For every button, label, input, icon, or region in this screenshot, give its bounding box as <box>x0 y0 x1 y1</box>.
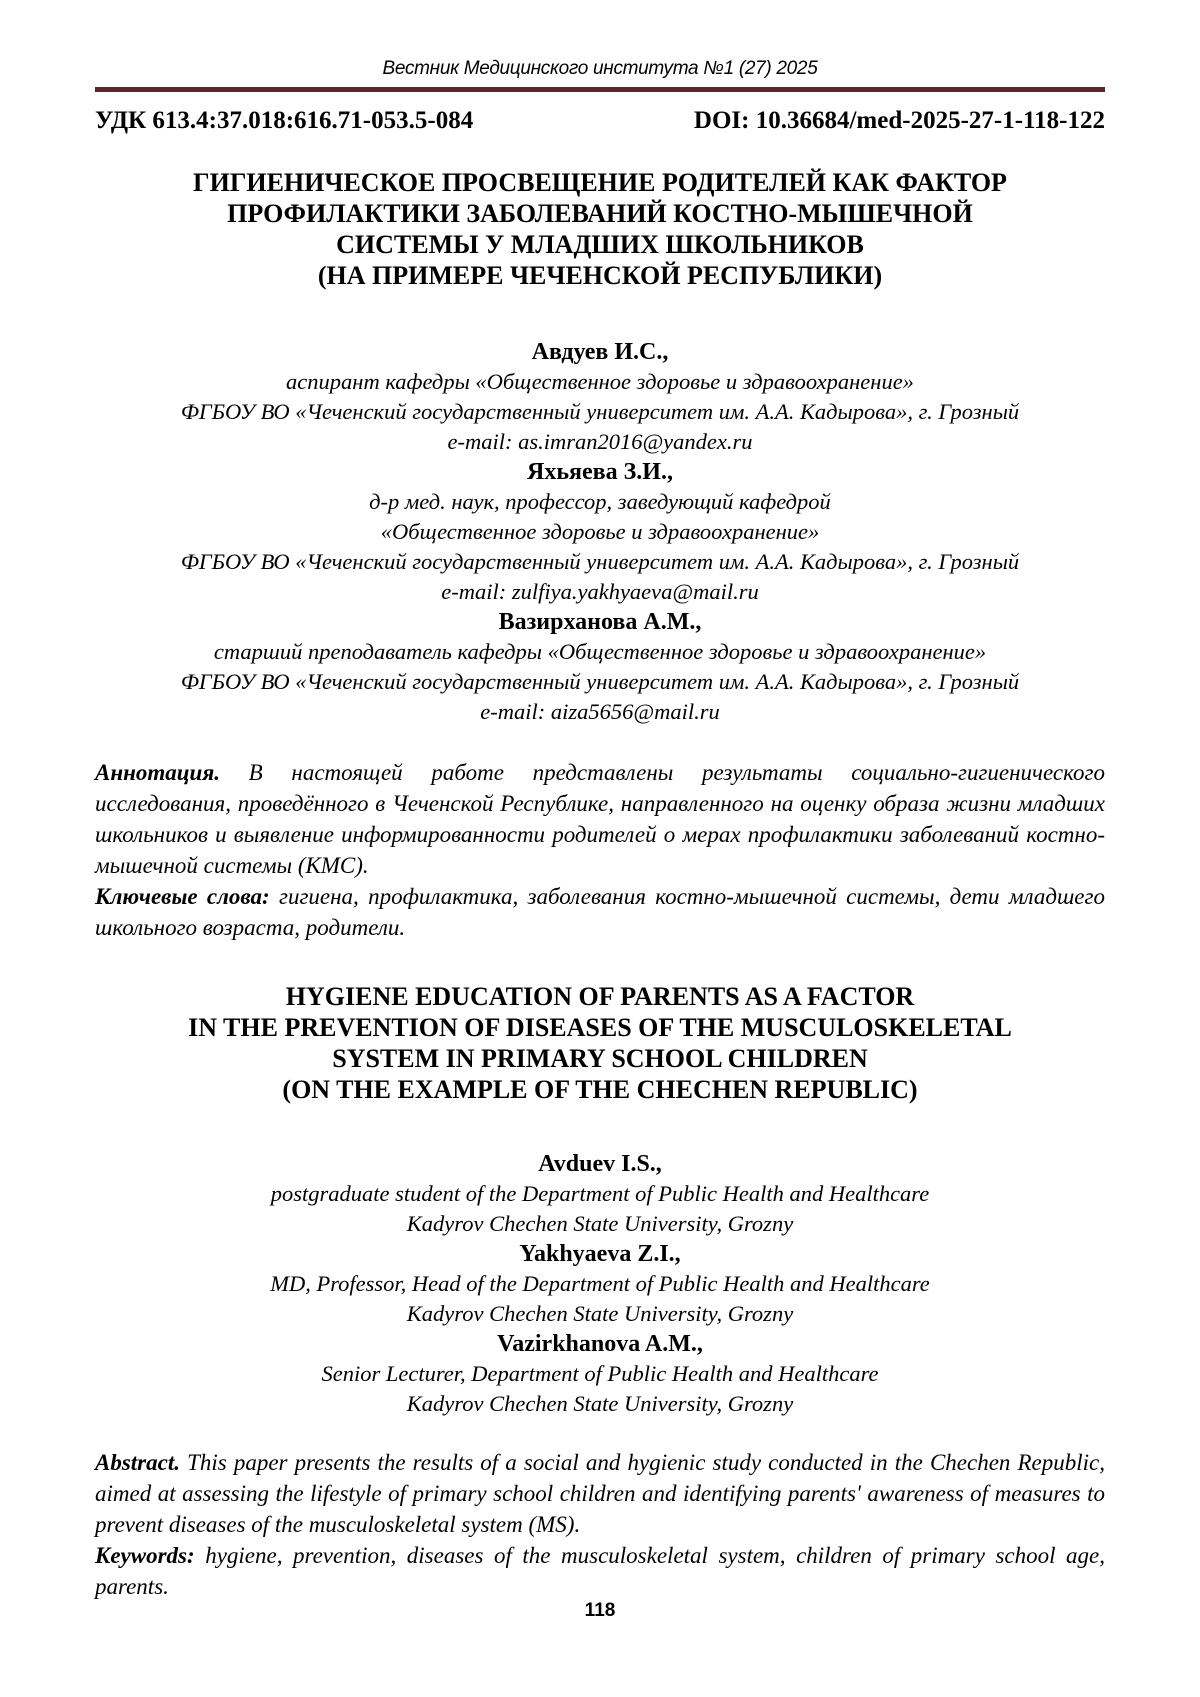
abstract-ru <box>95 757 1105 881</box>
udk-code: УДК 613.4:37.018:616.71-053.5-084 <box>95 107 474 134</box>
author-affiliation: ФГБОУ ВО «Чеченский государственный университет им. А.А. Кадырова», г. Грозный <box>180 549 1020 574</box>
author-affiliation: Kadyrov Chechen State University, Grozny <box>406 1391 794 1416</box>
title-en-line: IN THE PREVENTION OF DISEASES OF THE MUSCULOSKELETAL <box>188 1013 1012 1042</box>
article-title-ru <box>95 167 1105 291</box>
page-number: 118 <box>584 1600 616 1621</box>
author-affiliation: Kadyrov Chechen State University, Grozny <box>406 1301 794 1326</box>
author-block <box>95 457 1105 607</box>
author-email: e-mail: zulfiya.yakhyaeva@mail.ru <box>441 579 759 604</box>
title-ru-line: СИСТЕМЫ У МЛАДШИХ ШКОЛЬНИКОВ <box>336 230 864 259</box>
keywords-ru-text: гигиена, профилактика, заболевания костно-мышечной системы, дети младшего школьного возраста, родители. <box>95 884 1105 940</box>
title-ru-line: ПРОФИЛАКТИКИ ЗАБОЛЕВАНИЙ КОСТНО-МЫШЕЧНОЙ <box>227 199 973 228</box>
author-name: Вазирханова А.М., <box>498 609 702 635</box>
abstract-en <box>95 1447 1105 1540</box>
meta-row <box>95 107 1105 135</box>
author-affiliation: Kadyrov Chechen State University, Grozny <box>406 1211 794 1236</box>
keywords-en-label: Keywords: <box>95 1543 195 1568</box>
author-block <box>95 1239 1105 1329</box>
author-email: e-mail: aiza5656@mail.ru <box>480 699 720 724</box>
title-en-line: (ON THE EXAMPLE OF THE CHECHEN REPUBLIC) <box>282 1075 918 1104</box>
keywords-ru-label: Ключевые слова: <box>95 884 270 909</box>
author-affiliation: MD, Professor, Head of the Department of Public Health and Healthcare <box>270 1271 930 1296</box>
author-email: e-mail: as.imran2016@yandex.ru <box>447 429 753 454</box>
author-affiliation: ФГБОУ ВО «Чеченский государственный университет им. А.А. Кадырова», г. Грозный <box>180 399 1020 424</box>
author-name: Яхьяева З.И., <box>527 459 673 485</box>
journal-running-head: Вестник Медицинского института №1 (27) 2025 <box>382 58 818 79</box>
author-name: Авдуев И.С., <box>531 339 669 365</box>
author-block <box>95 1149 1105 1239</box>
header-rule <box>95 87 1105 92</box>
keywords-en <box>95 1540 1105 1602</box>
abstract-ru-text: В настоящей работе представлены результаты социально-гигиенического исследования, проведённого в Чеченской Республике, направленного на оценку образа жизни младших школьников и выявление информированности родителей о мерах профилактики заболеваний костно-мышечной системы (КМС). <box>95 760 1105 878</box>
abstract-en-text: This paper presents the results of a social and hygienic study conducted in the Chechen Republic, aimed at assessing the lifestyle of primary school children and identifying parents' awareness of measures to prevent diseases of the musculoskeletal system (MS). <box>95 1450 1106 1537</box>
author-affiliation: «Общественное здоровье и здравоохранение» <box>380 519 820 544</box>
author-block <box>95 337 1105 457</box>
title-en-line: HYGIENE EDUCATION OF PARENTS AS A FACTOR <box>285 982 915 1011</box>
author-name: Vazirkhanova A.M., <box>497 1331 703 1357</box>
author-affiliation: аспирант кафедры «Общественное здоровье и здравоохранение» <box>286 369 914 394</box>
author-block <box>95 1329 1105 1419</box>
authors-ru <box>95 337 1105 727</box>
title-ru-line: (НА ПРИМЕРЕ ЧЕЧЕНСКОЙ РЕСПУБЛИКИ) <box>317 261 883 290</box>
author-affiliation: старший преподаватель кафедры «Общественное здоровье и здравоохранение» <box>213 639 987 664</box>
author-affiliation: д-р мед. наук, профессор, заведующий кафедрой <box>369 489 831 514</box>
author-affiliation: Senior Lecturer, Department of Public Health and Healthcare <box>321 1361 879 1386</box>
article-title-en <box>95 981 1105 1105</box>
author-block <box>95 607 1105 727</box>
title-ru-line: ГИГИЕНИЧЕСКОЕ ПРОСВЕЩЕНИЕ РОДИТЕЛЕЙ КАК ФАКТОР <box>193 168 1007 197</box>
author-affiliation: postgraduate student of the Department of Public Health and Healthcare <box>270 1181 930 1206</box>
author-name: Avduev I.S., <box>538 1151 662 1177</box>
keywords-ru <box>95 881 1105 943</box>
author-name: Yakhyaeva Z.I., <box>519 1241 681 1267</box>
authors-en <box>95 1149 1105 1419</box>
abstract-en-label: Abstract. <box>95 1450 180 1475</box>
abstract-ru-label: Аннотация. <box>95 760 220 785</box>
author-affiliation: ФГБОУ ВО «Чеченский государственный университет им. А.А. Кадырова», г. Грозный <box>180 669 1020 694</box>
title-en-line: SYSTEM IN PRIMARY SCHOOL CHILDREN <box>332 1044 868 1073</box>
keywords-en-text: hygiene, prevention, diseases of the musculoskeletal system, children of primary school age, parents. <box>95 1543 1105 1599</box>
doi-code: DOI: 10.36684/med-2025-27-1-118-122 <box>693 107 1105 134</box>
